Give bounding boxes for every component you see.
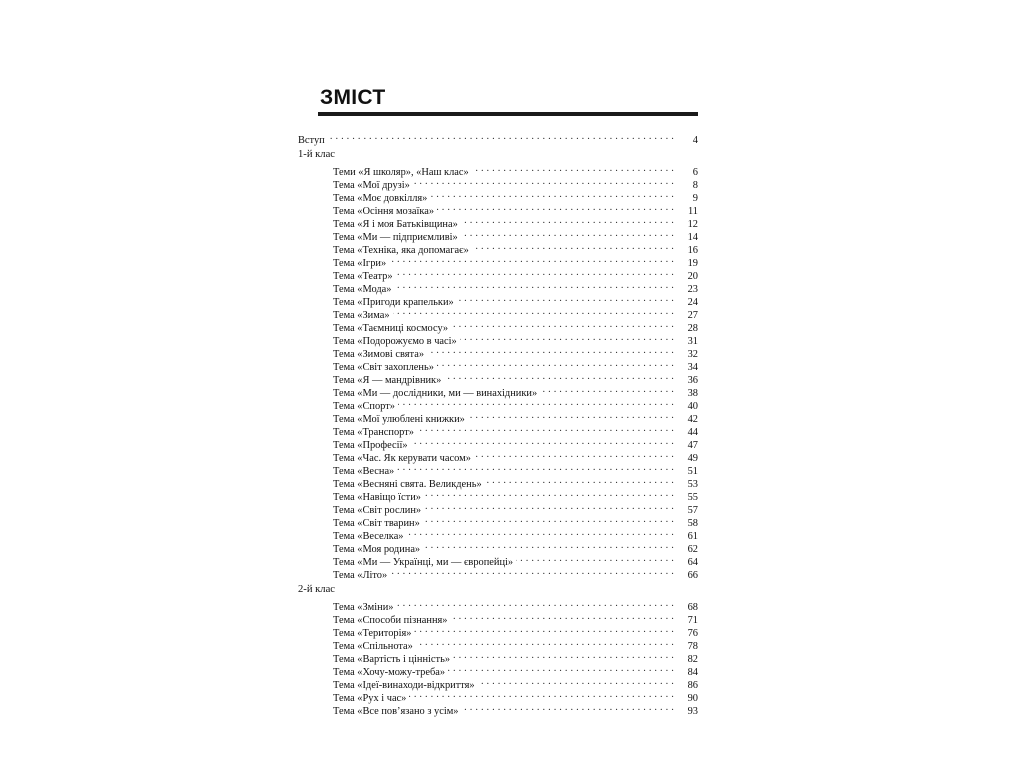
dot-leader <box>390 565 674 578</box>
toc-entry-label: Тема «Мої друзі» <box>333 179 413 192</box>
dot-leader <box>328 130 674 143</box>
toc-entry-page: 32 <box>687 349 698 360</box>
toc-entry-label: Тема «Я і моя Батьківщина» <box>333 218 461 231</box>
toc-entry-label: Тема «Навіщо їсти» <box>333 491 424 504</box>
toc-entry[interactable] <box>298 597 698 613</box>
dot-leader <box>409 688 674 701</box>
toc-entry-label: Тема «Мої улюблені книжки» <box>333 413 468 426</box>
toc-entry-page: 84 <box>687 667 698 678</box>
toc-entry-intro[interactable] <box>298 130 698 146</box>
dot-leader <box>414 623 674 636</box>
dot-leader <box>398 396 674 409</box>
dot-leader <box>423 539 674 552</box>
toc-entry-page: 24 <box>687 297 698 308</box>
toc-entry-page: 71 <box>687 615 698 626</box>
dot-leader <box>396 597 674 610</box>
toc-entry-page: 28 <box>687 323 698 334</box>
section-heading: 2-й клас <box>298 584 335 595</box>
dot-leader <box>451 610 675 623</box>
toc-entry-page: 14 <box>687 232 698 243</box>
toc-entry-page: 34 <box>687 362 698 373</box>
toc-entry-page: 82 <box>687 654 698 665</box>
dot-leader <box>424 500 674 513</box>
toc-entry-page: 76 <box>687 628 698 639</box>
toc-entry-label: Тема «Ми — підприємливі» <box>333 231 461 244</box>
toc-entry-page: 12 <box>687 219 698 230</box>
dot-leader <box>423 513 674 526</box>
toc-entry-page: 57 <box>687 505 698 516</box>
toc-entry[interactable] <box>298 162 698 178</box>
dot-leader <box>461 214 674 227</box>
toc-entry-label: Тема «Ми — дослідники, ми — винахідники» <box>333 387 540 400</box>
toc-entry-label: Тема «Ідеї-винаходи-відкриття» <box>333 679 478 692</box>
toc-entry-label: Тема «Ігри» <box>333 257 389 270</box>
toc-entry-label: Тема «Рух і час» <box>333 692 409 705</box>
toc-entry-page: 66 <box>687 570 698 581</box>
toc-entry-label: Тема «Весняні свята. Великдень» <box>333 478 485 491</box>
dot-leader <box>430 188 674 201</box>
dot-leader <box>474 448 674 461</box>
dot-leader <box>411 435 674 448</box>
toc-entry-page: 27 <box>687 310 698 321</box>
toc-entry-page: 20 <box>687 271 698 282</box>
toc-entry-label: Тема «Моя родина» <box>333 543 423 556</box>
toc-entry-label: Теми «Я школяр», «Наш клас» <box>333 166 472 179</box>
toc-entry-page: 86 <box>687 680 698 691</box>
dot-leader <box>437 201 674 214</box>
toc-entry-label: Тема «Літо» <box>333 569 390 582</box>
toc-entry-page: 38 <box>687 388 698 399</box>
toc-entry-label: Тема «Способи пізнання» <box>333 614 451 627</box>
toc-entry-page: 68 <box>687 602 698 613</box>
toc-entry-label: Тема «Зміни» <box>333 601 396 614</box>
dot-leader <box>444 370 674 383</box>
dot-leader <box>416 636 674 649</box>
toc-entry-page: 9 <box>692 193 698 204</box>
dot-leader <box>437 357 674 370</box>
toc-entry-page: 93 <box>687 706 698 717</box>
dot-leader <box>516 552 674 565</box>
toc-entry-page: 51 <box>687 466 698 477</box>
dot-leader <box>478 675 674 688</box>
toc-entry-label: Тема «Зимові свята» <box>333 348 427 361</box>
toc-entry-label: Тема «Пригоди крапельки» <box>333 296 457 309</box>
toc-entry-page: 62 <box>687 544 698 555</box>
toc-entry-page: 4 <box>692 135 698 146</box>
dot-leader <box>393 305 674 318</box>
toc-entry-label: Тема «Техніка, яка допомагає» <box>333 244 472 257</box>
dot-leader <box>407 526 674 539</box>
dot-leader <box>424 487 674 500</box>
dot-leader <box>472 240 674 253</box>
toc-entry-page: 16 <box>687 245 698 256</box>
dot-leader <box>485 474 674 487</box>
toc-entry-label: Тема «Все пов’язано з усім» <box>333 705 462 718</box>
toc-entry-label: Тема «Світ захоплень» <box>333 361 437 374</box>
dot-leader <box>417 422 674 435</box>
toc-entry-page: 61 <box>687 531 698 542</box>
toc-entry-label: Тема «Світ тварин» <box>333 517 423 530</box>
dot-leader <box>394 279 674 292</box>
toc-entry-label: Тема «Ми — Українці, ми — європейці» <box>333 556 516 569</box>
toc-entry-page: 58 <box>687 518 698 529</box>
toc-entry-page: 11 <box>687 206 698 217</box>
dot-leader <box>472 162 674 175</box>
toc-entry-label: Тема «Моє довкілля» <box>333 192 430 205</box>
section-heading: 1-й клас <box>298 149 335 160</box>
toc-entry-label: Тема «Осіння мозаїка» <box>333 205 437 218</box>
toc-entry-page: 90 <box>687 693 698 704</box>
toc-entry-page: 42 <box>687 414 698 425</box>
toc-entry-label: Тема «Зима» <box>333 309 393 322</box>
dot-leader <box>540 383 674 396</box>
toc-entry-label: Вступ <box>298 134 328 147</box>
toc-entry-page: 19 <box>687 258 698 269</box>
dot-leader <box>389 253 674 266</box>
dot-leader <box>397 461 674 474</box>
toc-entry-page: 6 <box>692 167 698 178</box>
toc-entry-page: 49 <box>687 453 698 464</box>
toc-entry-page: 47 <box>687 440 698 451</box>
toc-entry-label: Тема «Подорожуємо в часі» <box>333 335 460 348</box>
dot-leader <box>457 292 674 305</box>
toc-entry-label: Тема «Світ рослин» <box>333 504 424 517</box>
toc-entry-label: Тема «Транспорт» <box>333 426 417 439</box>
toc-entry-label: Тема «Мода» <box>333 283 394 296</box>
toc-entry-page: 53 <box>687 479 698 490</box>
toc-entry-label: Тема «Веселка» <box>333 530 407 543</box>
toc-entry-page: 31 <box>687 336 698 347</box>
dot-leader <box>427 344 674 357</box>
page-title: ЗМІСТ <box>320 86 386 109</box>
toc-entry-page: 78 <box>687 641 698 652</box>
toc-entry-label: Тема «Хочу-можу-треба» <box>333 666 448 679</box>
toc-entry-label: Тема «Спільнота» <box>333 640 416 653</box>
toc-entry-page: 36 <box>687 375 698 386</box>
toc-entry-page: 55 <box>687 492 698 503</box>
dot-leader <box>396 266 674 279</box>
dot-leader <box>462 701 675 714</box>
toc-entry-label: Тема «Театр» <box>333 270 396 283</box>
title-rule <box>318 112 698 116</box>
toc-entry-page: 64 <box>687 557 698 568</box>
dot-leader <box>461 227 674 240</box>
toc-entry-page: 44 <box>687 427 698 438</box>
dot-leader <box>451 318 674 331</box>
toc-entry-label: Тема «Час. Як керувати часом» <box>333 452 474 465</box>
dot-leader <box>448 662 674 675</box>
dot-leader <box>468 409 674 422</box>
dot-leader <box>413 175 674 188</box>
toc-entry-label: Тема «Професії» <box>333 439 411 452</box>
dot-leader <box>460 331 674 344</box>
toc-entry-page: 23 <box>687 284 698 295</box>
toc-entry-page: 40 <box>687 401 698 412</box>
toc-entry-label: Тема «Територія» <box>333 627 414 640</box>
dot-leader <box>453 649 674 662</box>
toc-entry-label: Тема «Спорт» <box>333 400 398 413</box>
table-of-contents <box>298 130 698 717</box>
toc-entry-page: 8 <box>692 180 698 191</box>
toc-entry-label: Тема «Весна» <box>333 465 397 478</box>
toc-entry-label: Тема «Таємниці космосу» <box>333 322 451 335</box>
toc-entry-label: Тема «Вартість і цінність» <box>333 653 453 666</box>
toc-entry-label: Тема «Я — мандрівник» <box>333 374 444 387</box>
